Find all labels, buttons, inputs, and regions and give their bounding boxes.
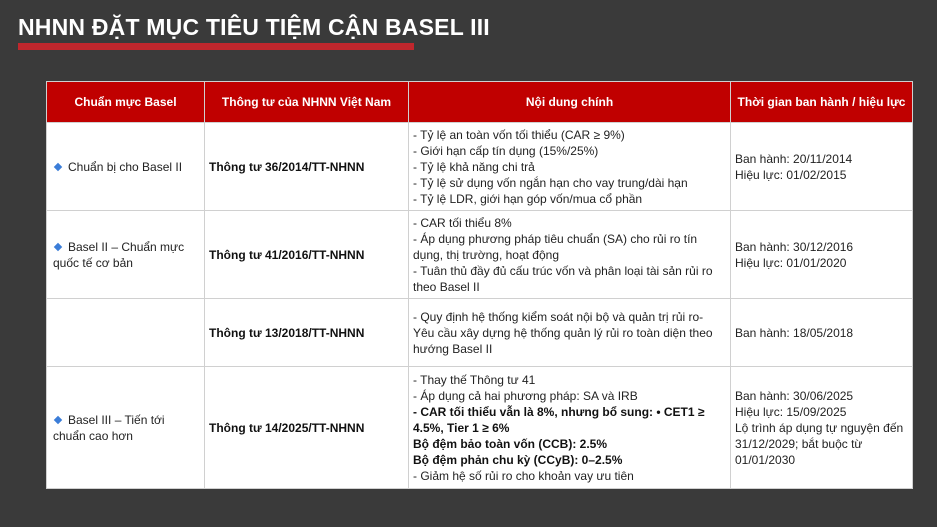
standard-label: Chuẩn bị cho Basel II [68,159,183,174]
time-line: Ban hành: 20/11/2014 [735,151,853,166]
table-row [47,299,913,367]
cell-circular: Thông tư 13/2018/TT-NHNN [205,299,409,367]
cell-content [409,211,731,299]
content-line: - Quy định hệ thống kiểm soát nội bộ và quản trị rủi ro- Yêu cầu xây dựng hệ thống quản lý rủi ro toàn diện theo hướng Basel II [413,309,713,356]
content-line: - Tỷ lệ an toàn vốn tối thiểu (CAR ≥ 9%) [413,127,625,142]
time-line: Ban hành: 18/05/2018 [735,325,854,340]
cell-standard [47,211,205,299]
content-line: Bộ đệm phản chu kỳ (CCyB): 0–2.5% [413,452,623,467]
content-line: - Áp dụng phương pháp tiêu chuẩn (SA) cho rủi ro tín dụng, thị trường, hoạt động [413,231,698,262]
content-line: - CAR tối thiểu vẫn là 8%, nhưng bổ sung: • CET1 ≥ 4.5%, Tier 1 ≥ 6% [413,404,705,435]
content-line: Bộ đệm bảo toàn vốn (CCB): 2.5% [413,436,608,451]
header-content: Nội dung chính [409,82,731,123]
time-line: Ban hành: 30/12/2016 [735,239,854,254]
slide-title: NHNN ĐẶT MỤC TIÊU TIỆM CẬN BASEL III [18,14,490,40]
cell-time [731,211,913,299]
table-row [47,367,913,489]
time-line: Hiệu lực: 15/09/2025 [735,404,847,419]
cell-content [409,367,731,489]
standard-label: Basel II – Chuẩn mực quốc tế cơ bản [53,239,185,270]
time-line: Hiệu lực: 01/02/2015 [735,167,847,182]
content-line: - Tỷ lệ LDR, giới hạn góp vốn/mua cổ phần [413,191,643,206]
content-line: - Thay thế Thông tư 41 [413,372,536,387]
basel-table-container [46,81,912,489]
content-line: - Áp dụng cả hai phương pháp: SA và IRB [413,388,638,403]
cell-standard [47,299,205,367]
title-underline-bar [18,43,414,50]
content-line: - Tỷ lệ sử dụng vốn ngắn hạn cho vay trung/dài hạn [413,175,688,190]
cell-time [731,299,913,367]
content-line: - Tuân thủ đầy đủ cấu trúc vốn và phân loại tài sản rủi ro theo Basel II [413,263,713,294]
content-line: - Tỷ lệ khả năng chi trả [413,159,535,174]
cell-standard [47,367,205,489]
header-standard: Chuẩn mực Basel [47,82,205,123]
time-line: Ban hành: 30/06/2025 [735,388,854,403]
table-header-row [47,82,913,123]
cell-standard [47,123,205,211]
basel-table [46,81,913,489]
time-line: Lộ trình áp dụng tự nguyện đến 31/12/2029; bắt buộc từ 01/01/2030 [735,420,904,467]
cell-circular: Thông tư 36/2014/TT-NHNN [205,123,409,211]
cell-circular: Thông tư 41/2016/TT-NHNN [205,211,409,299]
diamond-bullet-icon [54,163,62,171]
content-line: - Giới hạn cấp tín dụng (15%/25%) [413,143,599,158]
diamond-bullet-icon [54,416,62,424]
standard-label: Basel III – Tiến tới chuẩn cao hơn [53,412,165,443]
cell-time [731,123,913,211]
content-line: - Giảm hệ số rủi ro cho khoản vay ưu tiên [413,468,634,483]
diamond-bullet-icon [54,243,62,251]
table-body [47,123,913,489]
table-row [47,123,913,211]
table-row [47,211,913,299]
cell-content [409,123,731,211]
content-line: - CAR tối thiểu 8% [413,215,512,230]
cell-content [409,299,731,367]
time-line: Hiệu lực: 01/01/2020 [735,255,847,270]
cell-circular: Thông tư 14/2025/TT-NHNN [205,367,409,489]
cell-time [731,367,913,489]
header-circular: Thông tư của NHNN Việt Nam [205,82,409,123]
header-time: Thời gian ban hành / hiệu lực [731,82,913,123]
